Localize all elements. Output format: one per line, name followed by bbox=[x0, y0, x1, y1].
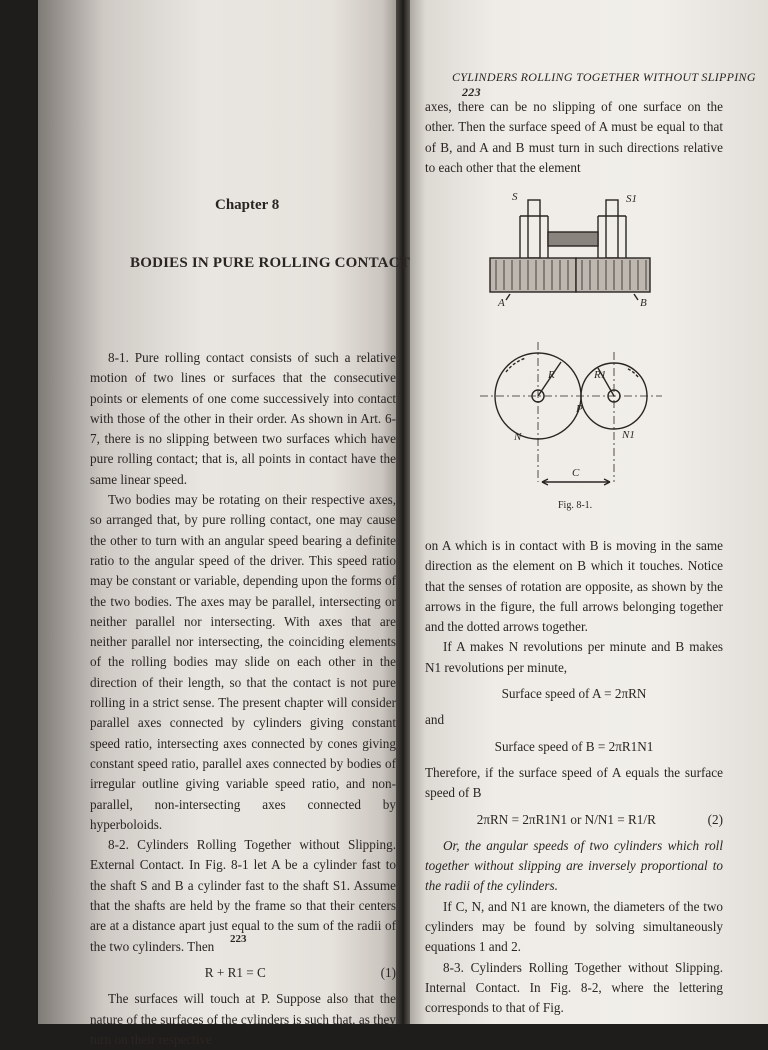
left-folio: 223 bbox=[230, 933, 247, 945]
paragraph-axes: axes, there can be no slipping of one surface on the other. Then the surface speed of A must be equal to that of B, and A and B must turn in such directions relative to each other that the element bbox=[425, 99, 723, 175]
paragraph-angular-speeds bbox=[425, 836, 723, 897]
label-s1: S1 bbox=[626, 193, 637, 205]
cylinder-a bbox=[490, 258, 576, 292]
chapter-number: Chapter 8 bbox=[215, 197, 280, 213]
equation-2-number: (2) bbox=[707, 811, 723, 827]
figure-8-1 bbox=[476, 182, 666, 500]
right-folio: 223 bbox=[462, 85, 481, 99]
paragraph-element-on-a: on A which is in contact with B is moving in the same direction as the element on B which it touches. Notice that the senses of rotation are opposite, as shown by the arrows in the figure, the full arrows belonging together and the dotted arrows together. bbox=[425, 538, 723, 635]
paragraph-therefore: Therefore, if the surface speed of A equals the surface speed of B bbox=[425, 764, 723, 801]
label-b: B bbox=[640, 297, 647, 309]
paragraph-8-2: 8-2. Cylinders Rolling Together without Slipping. External Contact. In Fig. 8-1 let A be a cylinder fast to the shaft S and B a cylinder fast to the shaft S1. Assume that the shafts are held by the frame so that their centers are at a distance apart just equal to the sum of the radii of the two cylinders. Then bbox=[90, 837, 396, 954]
equation-2-text: 2πRN = 2πR1N1 or N/N1 = R1/R bbox=[476, 811, 656, 827]
right-bottom-text bbox=[425, 536, 723, 1019]
label-p: P bbox=[576, 403, 583, 415]
italic-statement: Or, the angular speeds of two cylinders which roll together without slipping are inversely proportional to the radii of the cylinders. bbox=[425, 837, 723, 894]
figure-caption: Fig. 8-1. bbox=[558, 500, 593, 511]
running-head bbox=[452, 70, 768, 100]
paragraph-surfaces: The surfaces will touch at P. Suppose also that the nature of the surfaces of the cylinders is such that, as they turn on their respective bbox=[90, 991, 396, 1047]
shaft-s1 bbox=[606, 200, 618, 258]
label-r: R bbox=[548, 369, 555, 381]
bearing-left bbox=[520, 216, 548, 258]
label-s: S bbox=[512, 191, 518, 203]
equation-1-number: (1) bbox=[380, 964, 396, 980]
label-n: N bbox=[514, 431, 522, 443]
label-r1: R1 bbox=[594, 369, 607, 381]
label-n1: N1 bbox=[622, 429, 635, 441]
shaft-s bbox=[528, 200, 540, 258]
word-and: and bbox=[425, 712, 445, 728]
chapter-title: BODIES IN PURE ROLLING CONTACT bbox=[130, 255, 410, 271]
label-a: A bbox=[498, 297, 505, 309]
paragraph-two-bodies: Two bodies may be rotating on their respective axes, so arranged that, by pure rolling contact, one may cause the other to turn with an angular speed bearing a definite ratio to the angular speed of the driver. This speed ratio may be constant or variable, depending upon the forms of the two bodies. The axes may be parallel, intersecting or neither parallel nor intersecting. With axes that are neither parallel nor intersecting, the coinciding elements of the rolling bodies may slide on each other in the direction of their length, so that the contact is not pure rolling in a strict sense. The present chapter will consider parallel axes connected by cylinders giving constant speed ratio, intersecting axes connected by cones giving constant speed ratio, parallel axes connected by bodies of irregular outline giving variable speed ratio, and non-parallel, non-intersecting axes connected by hyperboloids. bbox=[90, 492, 396, 832]
running-head-title: CYLINDERS ROLLING TOGETHER WITHOUT SLIPPING bbox=[452, 70, 756, 84]
equation-surface-speed-b: Surface speed of B = 2πR1N1 bbox=[494, 738, 654, 754]
paragraph-revolutions: If A makes N revolutions per minute and B makes N1 revolutions per minute, bbox=[425, 639, 723, 675]
frame-bridge bbox=[548, 232, 598, 246]
paragraph-8-3: 8-3. Cylinders Rolling Together without Slipping. Internal Contact. In Fig. 8-2, where the lettering corresponds to that of Fig. bbox=[425, 959, 723, 1016]
cylinder-b bbox=[576, 258, 650, 292]
paragraph-8-1: 8-1. Pure rolling contact consists of such a relative motion of two lines or surfaces that the consecutive points or elements of one come successively into contact with those of the other in their order. As shown in Art. 6-7, there is no slipping between two surfaces which have pure rolling contact; that is, all points in contact have the same linear speed. bbox=[90, 350, 396, 487]
label-c: C bbox=[572, 467, 580, 479]
leader-lines bbox=[506, 294, 638, 300]
equation-2 bbox=[425, 810, 723, 830]
book-gutter bbox=[396, 0, 410, 1024]
right-top-text bbox=[425, 97, 723, 178]
equation-surface-speed-a: Surface speed of A = 2πRN bbox=[501, 686, 647, 702]
paragraph-diameters: If C, N, and N1 are known, the diameters of the two cylinders may be found by solving simultaneously equations 1 and 2. bbox=[425, 898, 723, 955]
bearing-right bbox=[598, 216, 626, 258]
equation-1-text: R + R1 = C bbox=[204, 964, 266, 980]
equation-1 bbox=[90, 963, 396, 983]
